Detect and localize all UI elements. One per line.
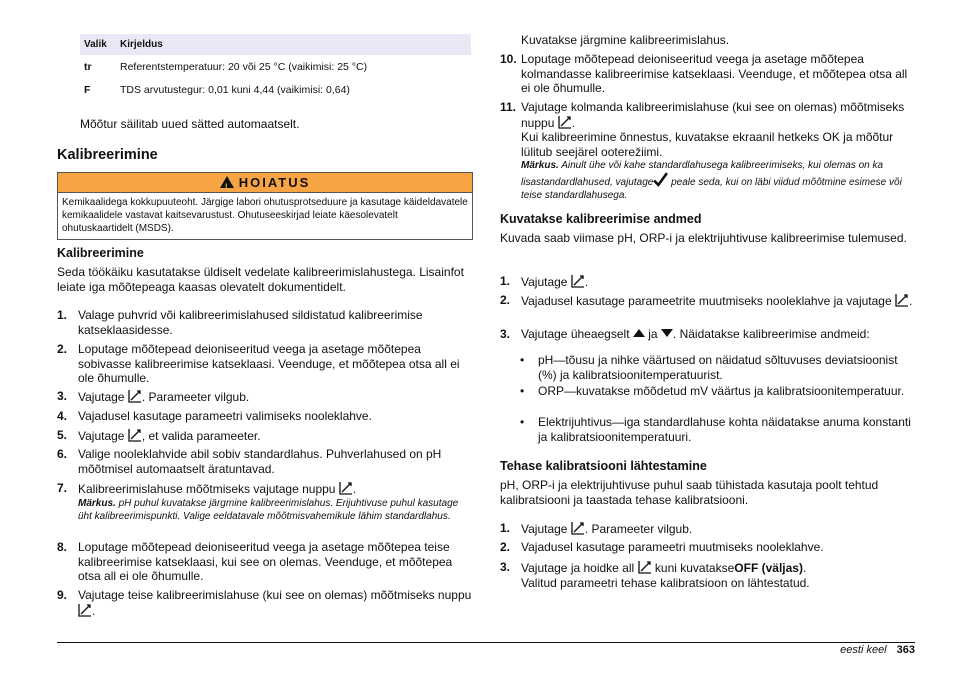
step-text-tail: . bbox=[802, 561, 807, 575]
step-number: 5. bbox=[57, 428, 68, 442]
step-text-tail: . Näidatakse kalibreerimise andmeid: bbox=[672, 327, 870, 341]
calibration-intro: Seda töökäiku kasutatakse üldiselt vedelate kalibreerimislahustega. Lisainfot leiate iga mõõtepeaga kaasas olevatelt dokumentidelt. bbox=[57, 265, 464, 294]
list-item bbox=[57, 342, 472, 386]
step-text: Loputage mõõtepead deioniseeritud veega ja asetage mõõtepea teise kalibreerimise katseklaasi, kui see on olemas. Veenduge, et mõõtepea otsa all ei ole õhumulle. bbox=[78, 540, 453, 583]
subsection-title-calibration: Kalibreerimine bbox=[57, 246, 144, 260]
step-number: 2. bbox=[57, 342, 68, 356]
step-text: Vajadusel kasutage parameetri valimiseks nooleklahve. bbox=[78, 409, 372, 423]
bullet: • bbox=[520, 415, 525, 429]
bullet-text: pH—tõusu ja nihke väärtused on näidatud sõltuvuses deviatsioonist (%) ja kalibratsioonitemperatuurist. bbox=[538, 353, 898, 382]
footer-language: eesti keel bbox=[840, 644, 887, 656]
list-item bbox=[57, 389, 472, 405]
list-item bbox=[500, 327, 915, 342]
step-number: 7. bbox=[57, 481, 68, 495]
up-arrow-icon bbox=[633, 329, 645, 337]
bullet-text: ORP—kuvatakse mõõdetud mV väärtus ja kalibratsioonitemperatuur. bbox=[538, 384, 905, 398]
step-text: Vajutage ja hoidke all bbox=[521, 561, 635, 575]
step-text-tail: . Parameeter vilgub. bbox=[584, 522, 693, 536]
table-row bbox=[80, 78, 471, 101]
list-item bbox=[520, 353, 915, 382]
list-item bbox=[500, 293, 915, 309]
bullet: • bbox=[520, 353, 525, 367]
saved-note: Mõõtur säilitab uued sätted automaatselt. bbox=[80, 117, 300, 131]
table-header-valik: Valik bbox=[80, 34, 116, 55]
step-text: Vajutage bbox=[521, 275, 568, 289]
step-number: 3. bbox=[500, 560, 511, 574]
subsection-title-show-data: Kuvatakse kalibreerimise andmed bbox=[500, 212, 702, 226]
step-number: 1. bbox=[500, 521, 511, 535]
calibrate-icon bbox=[571, 274, 585, 288]
step-note bbox=[78, 497, 472, 523]
step-text: Vajutage kolmanda kalibreerimislahuse (kui see on olemas) mõõtmiseks nuppu bbox=[521, 100, 905, 130]
down-arrow-icon bbox=[661, 329, 673, 337]
table-row bbox=[80, 55, 471, 78]
bullet-text: Elektrijuhtivus—iga standardlahuse kohta näidatakse anuma konstanti ja kalibratsioonitemperatuuri. bbox=[538, 415, 911, 444]
step-text: Valage puhvrid või kalibreerimislahused sildistatud kalibreerimise katseklaasidesse. bbox=[78, 308, 423, 337]
step-text-tail: . bbox=[584, 275, 589, 289]
step-number: 3. bbox=[500, 327, 511, 341]
check-icon bbox=[653, 172, 668, 187]
list-item bbox=[57, 409, 472, 424]
step-text: Vajutage bbox=[78, 429, 125, 443]
step-text-mid: ja bbox=[648, 327, 658, 341]
warning-label: HOIATUS bbox=[238, 175, 311, 190]
step-number: 9. bbox=[57, 588, 68, 602]
reset-intro: pH, ORP-i ja elektrijuhtivuse puhul saab tühistada kasutaja poolt tehtud kalibratsiooni ja taastada tehase kalibratsiooni. bbox=[500, 478, 879, 507]
step-text-tail: . bbox=[352, 482, 357, 496]
show-data-intro: Kuvada saab viimase pH, ORP-i ja elektrijuhtivuse kalibreerimise tulemused. bbox=[500, 231, 907, 245]
step-text-tail: . Parameeter vilgub. bbox=[141, 390, 250, 404]
list-item bbox=[57, 428, 472, 444]
list-item bbox=[500, 540, 915, 555]
bullet: • bbox=[520, 384, 525, 398]
step-number: 3. bbox=[57, 389, 68, 403]
footer-rule bbox=[57, 642, 915, 643]
warning-text: Kemikaalidega kokkupuuteoht. Järgige labori ohutusprotseduure ja kasutage käideldavatele kemikaalidele vastavat kaitsevarustust. Ohutuseeskirjad leiate käesolevatelt ohutuskaartidelt (MSDS). bbox=[62, 197, 468, 234]
step-number: 1. bbox=[57, 308, 68, 322]
list-item bbox=[520, 384, 915, 399]
list-item bbox=[57, 588, 472, 618]
list-item bbox=[57, 308, 472, 337]
step-text: Kalibreerimislahuse mõõtmiseks vajutage nuppu bbox=[78, 482, 336, 496]
step-text: Vajutage üheaegselt bbox=[521, 327, 630, 341]
calibrate-icon bbox=[78, 603, 92, 617]
list-item bbox=[520, 415, 915, 444]
step-text-tail: . bbox=[92, 603, 96, 618]
step9-continuation: Kuvatakse järgmine kalibreerimislahus. bbox=[521, 33, 730, 47]
table-cell-key: F bbox=[84, 83, 91, 96]
note-text: pH puhul kuvatakse järgmine kalibreerimislahus. Erijuhtivuse puhul kasutage üht kalibreerimispunkti. Valige eeldatavale mõõtmisvahemikule lähim standardlahus. bbox=[78, 497, 459, 522]
warning-box bbox=[57, 172, 473, 240]
calibrate-icon bbox=[128, 428, 142, 442]
table-cell-desc: Referentstemperatuur: 20 või 25 °C (vaikimisi: 25 °C) bbox=[120, 60, 368, 73]
step-text: Vajutage bbox=[521, 522, 568, 536]
table-header-row bbox=[80, 34, 471, 55]
subsection-title-reset: Tehase kalibratsiooni lähtestamine bbox=[500, 459, 707, 473]
list-item bbox=[57, 481, 472, 523]
off-label: OFF (väljas) bbox=[734, 561, 803, 575]
step-text: Vajadusel kasutage parameetri muutmiseks nooleklahve. bbox=[521, 540, 824, 554]
calibrate-icon bbox=[558, 115, 572, 129]
step-number: 4. bbox=[57, 409, 68, 423]
step-note bbox=[521, 159, 915, 202]
note-label: Märkus. bbox=[521, 160, 559, 171]
calibrate-icon bbox=[571, 521, 585, 535]
page-footer bbox=[840, 643, 915, 657]
step-number: 1. bbox=[500, 274, 511, 288]
step-text-tail: , et valida parameeter. bbox=[141, 429, 261, 443]
step-text-mid: kuni kuvatakse bbox=[654, 561, 735, 575]
step-number: 2. bbox=[500, 293, 511, 307]
step-number: 6. bbox=[57, 447, 68, 461]
warning-triangle-icon bbox=[220, 176, 234, 188]
step-number: 2. bbox=[500, 540, 511, 554]
step-text: Loputage mõõtepead deioniseeritud veega ja asetage mõõtepea kolmandasse kalibreerimise katseklaasi. Veenduge, et mõõtepea otsa all ei ole õhumulle. bbox=[521, 52, 908, 95]
options-table bbox=[80, 34, 471, 101]
step-text: Valige nooleklahvide abil sobiv standardlahus. Puhverlahused on pH mõõtmisel automaatselt äratuntavad. bbox=[78, 447, 442, 476]
step-text: Vajutage bbox=[78, 390, 125, 404]
warning-header bbox=[58, 173, 472, 193]
step-number: 11. bbox=[500, 100, 517, 114]
list-item bbox=[500, 560, 915, 590]
note-text: peale seda, kui on läbi viidud mõõtmine esimese või teise standardlahusega. bbox=[521, 177, 902, 201]
step-text-tail: . bbox=[909, 294, 913, 308]
step-text: Vajadusel kasutage parameetrite muutmiseks nooleklahve ja vajutage bbox=[521, 294, 892, 308]
list-item bbox=[57, 540, 472, 584]
table-cell-key: tr bbox=[84, 60, 92, 73]
list-item bbox=[57, 447, 472, 476]
step-text: Vajutage teise kalibreerimislahuse (kui see on olemas) mõõtmiseks nuppu bbox=[78, 588, 472, 602]
table-cell-desc: TDS arvutustegur: 0,01 kuni 4,44 (vaikimisi: 0,64) bbox=[120, 83, 350, 96]
table-header-kirjeldus: Kirjeldus bbox=[116, 34, 471, 55]
list-item bbox=[500, 100, 915, 202]
step-result-text: Valitud parameetri tehase kalibratsioon on lähtestatud. bbox=[521, 575, 810, 590]
list-item bbox=[500, 274, 915, 290]
calibrate-icon bbox=[128, 389, 142, 403]
page-number: 363 bbox=[896, 644, 915, 656]
calibrate-icon bbox=[895, 293, 909, 307]
note-label: Märkus. bbox=[78, 497, 116, 509]
calibrate-icon bbox=[339, 481, 353, 495]
step-result-text: Kui kalibreerimine õnnestus, kuvatakse ekraanil hetkeks OK ja mõõtur lülitub seejärel ooterežiimi. bbox=[521, 130, 894, 159]
step-number: 10. bbox=[500, 52, 517, 66]
step-text: Loputage mõõtepead deioniseeritud veega ja asetage mõõtepea sobivasse kalibreerimise katseklaasi. Veenduge, et mõõtepea otsa all ei ole õhumulle. bbox=[78, 342, 460, 385]
list-item bbox=[500, 52, 915, 96]
step-text-tail: . bbox=[571, 115, 576, 130]
step-number: 8. bbox=[57, 540, 68, 554]
list-item bbox=[500, 521, 915, 537]
calibrate-icon bbox=[638, 560, 652, 574]
section-title: Kalibreerimine bbox=[57, 147, 158, 163]
note-text: Ainult ühe või kahe standardlahusega kalibreerimiseks, kui olemas on ka lisastandardlahused, vajutage bbox=[521, 160, 884, 188]
